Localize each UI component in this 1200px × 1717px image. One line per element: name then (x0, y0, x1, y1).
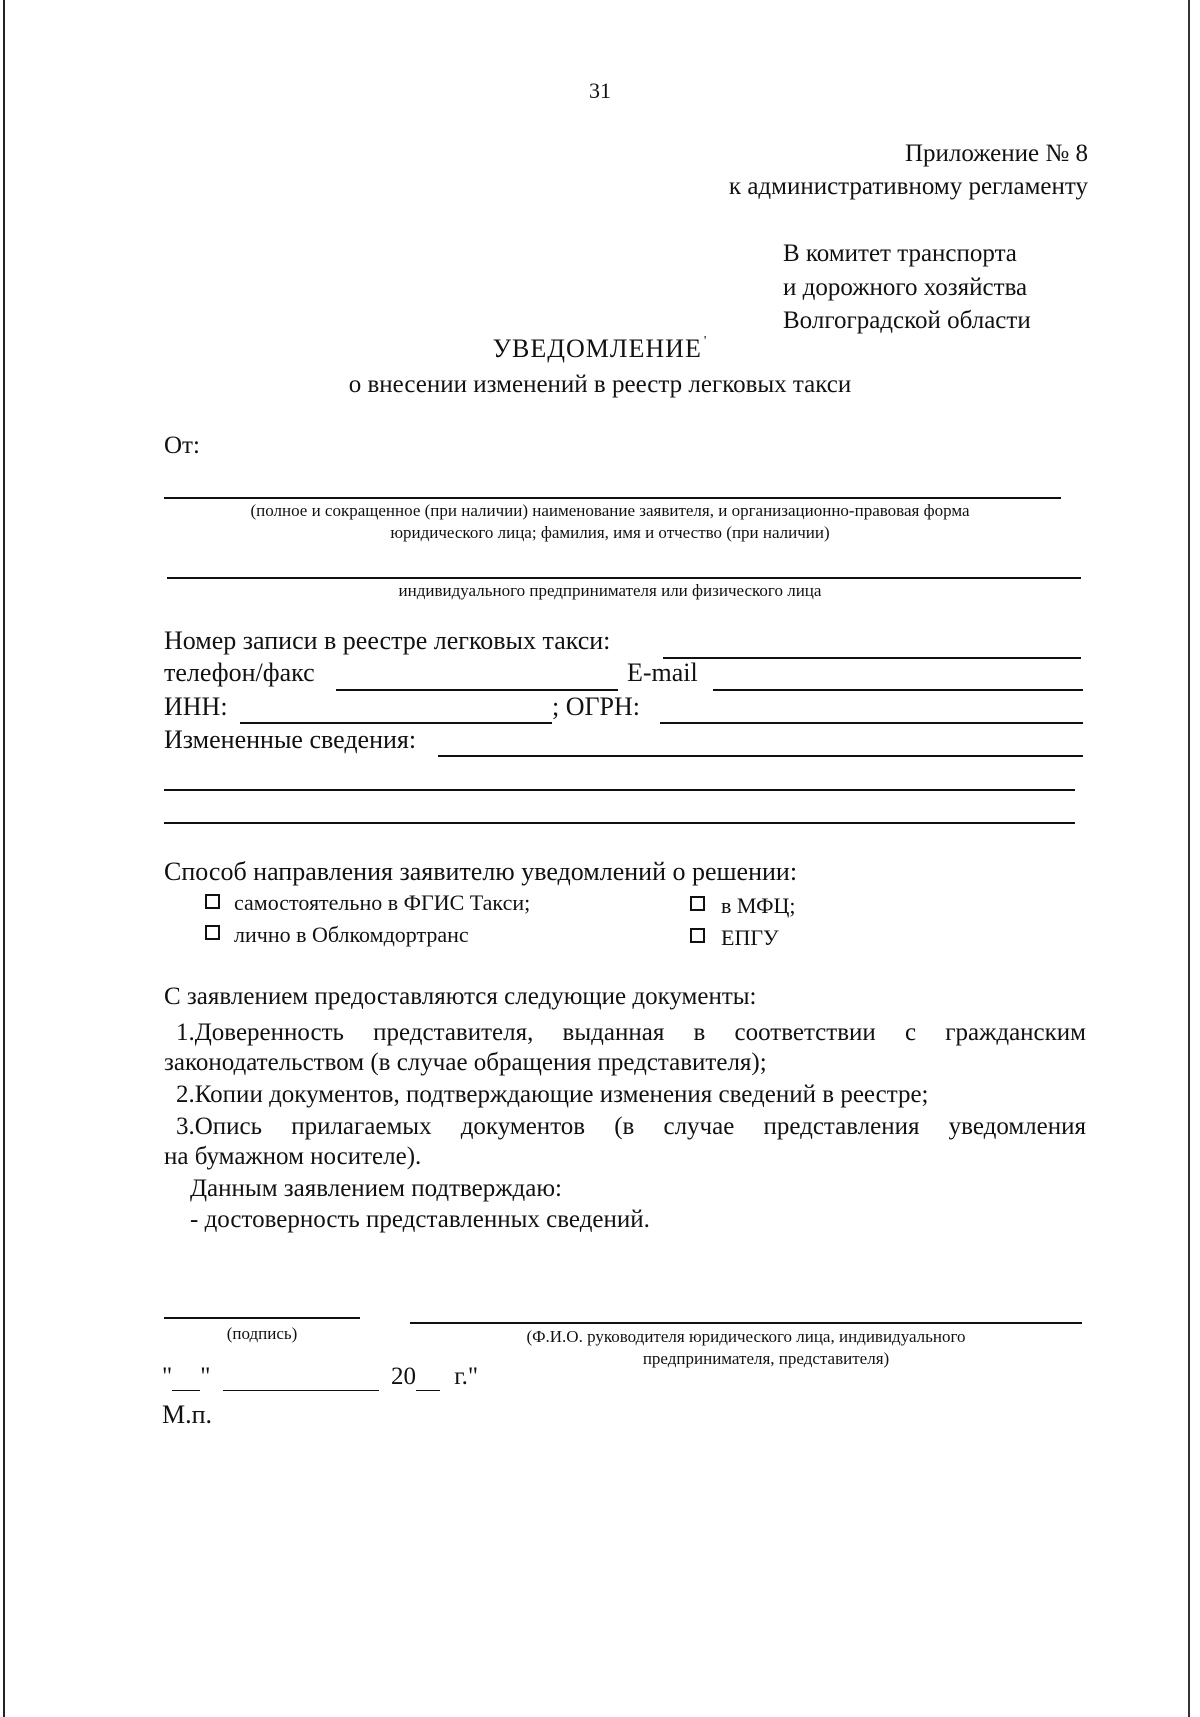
full-name-field[interactable] (410, 1322, 1082, 1324)
document-item-1-line-2: законодательством (в случае обращения представителя); (164, 1049, 767, 1076)
checkbox-fgis-taxi[interactable] (205, 894, 220, 909)
email-label: E-mail (627, 658, 698, 687)
registry-record-label: Номер записи в реестре легковых такси: (164, 626, 611, 655)
phone-fax-field[interactable] (336, 689, 618, 691)
full-name-hint-line-2: предпринимателя, представителя) (642, 1349, 890, 1368)
applicant-name-line-2[interactable] (167, 577, 1081, 579)
option-label-oblkomdortrans: лично в Облкомдортранс (234, 922, 469, 947)
addressee-line-1: В комитет транспорта (783, 240, 1017, 267)
scan-border-right (1188, 0, 1190, 1717)
registry-record-field[interactable] (663, 657, 1081, 659)
option-label-epgu: ЕПГУ (721, 925, 779, 950)
document-subtitle: о внесении изменений в реестр легковых такси (348, 371, 852, 398)
option-label-fgis-taxi: самостоятельно в ФГИС Такси; (234, 890, 531, 915)
confirm-item: - достоверность представленных сведений. (190, 1206, 650, 1233)
inn-label: ИНН: (164, 692, 228, 721)
applicant-hint-line-1: (полное и сокращенное (при наличии) наименование заявителя, и организационно-правовая форма (250, 501, 970, 520)
signature-field[interactable] (164, 1317, 360, 1319)
phone-fax-label: телефон/факс (164, 658, 315, 687)
annex-line-2: к административному регламенту (728, 173, 1088, 200)
scan-border-left (3, 0, 5, 1717)
checkbox-epgu[interactable] (690, 928, 705, 943)
changed-info-label: Измененные сведения: (164, 725, 417, 754)
applicant-hint-line-2: юридического лица; фамилия, имя и отчество (при наличии) (390, 523, 830, 542)
date-year-prefix: 20 (390, 1363, 416, 1390)
document-item-2: 2.Копии документов, подтверждающие изменения сведений в реестре; (176, 1081, 929, 1108)
checkbox-mfc[interactable] (690, 896, 705, 911)
page-number: 31 (589, 78, 611, 103)
signature-hint: (подпись) (226, 1324, 298, 1343)
confirm-heading: Данным заявлением подтверждаю: (190, 1175, 562, 1202)
full-name-hint-line-1: (Ф.И.О. руководителя юридического лица, индивидуального (526, 1327, 966, 1346)
document-item-1-line-1: 1.Доверенность представителя, выданная в соответствии с гражданским (176, 1019, 1086, 1046)
stamp-place: М.п. (162, 1400, 213, 1429)
document-title (0, 334, 1200, 364)
changed-info-field-3[interactable] (164, 822, 1075, 824)
date-month-field[interactable] (223, 1368, 379, 1391)
notification-method-heading: Способ направления заявителю уведомлений о решении: (164, 857, 798, 886)
annex-line-1: Приложение № 8 (904, 140, 1088, 167)
ogrn-field[interactable] (660, 722, 1083, 724)
addressee-line-3: Волгоградской области (783, 307, 1031, 334)
checkbox-oblkomdortrans[interactable] (205, 925, 220, 940)
date-quote-close: " (200, 1363, 211, 1390)
changed-info-field-2[interactable] (164, 789, 1075, 791)
from-label: От: (164, 432, 200, 459)
document-item-3-line-1: 3.Опись прилагаемых документов (в случае представления уведомления (176, 1113, 1086, 1140)
document-item-3-line-2: на бумажном носителе). (164, 1143, 422, 1170)
date-suffix: г." (454, 1363, 479, 1390)
date-line (162, 1363, 478, 1391)
date-year-field[interactable] (416, 1368, 440, 1391)
changed-info-field-1[interactable] (438, 755, 1083, 757)
applicant-hint-line-3: индивидуального предпринимателя или физического лица (398, 581, 822, 600)
document-title-text: УВЕДОМЛЕНИЕ (492, 334, 702, 363)
date-quote-open: " (162, 1363, 173, 1390)
ogrn-label: ; ОГРН: (552, 692, 640, 721)
documents-heading: С заявлением предоставляются следующие документы: (164, 983, 757, 1010)
date-day-field[interactable] (172, 1368, 200, 1391)
title-mark: ' (703, 334, 708, 349)
addressee-line-2: и дорожного хозяйства (783, 274, 1028, 301)
email-field[interactable] (713, 689, 1083, 691)
applicant-name-line-1[interactable] (164, 497, 1061, 499)
inn-field[interactable] (240, 722, 552, 724)
option-label-mfc: в МФЦ; (721, 893, 796, 918)
